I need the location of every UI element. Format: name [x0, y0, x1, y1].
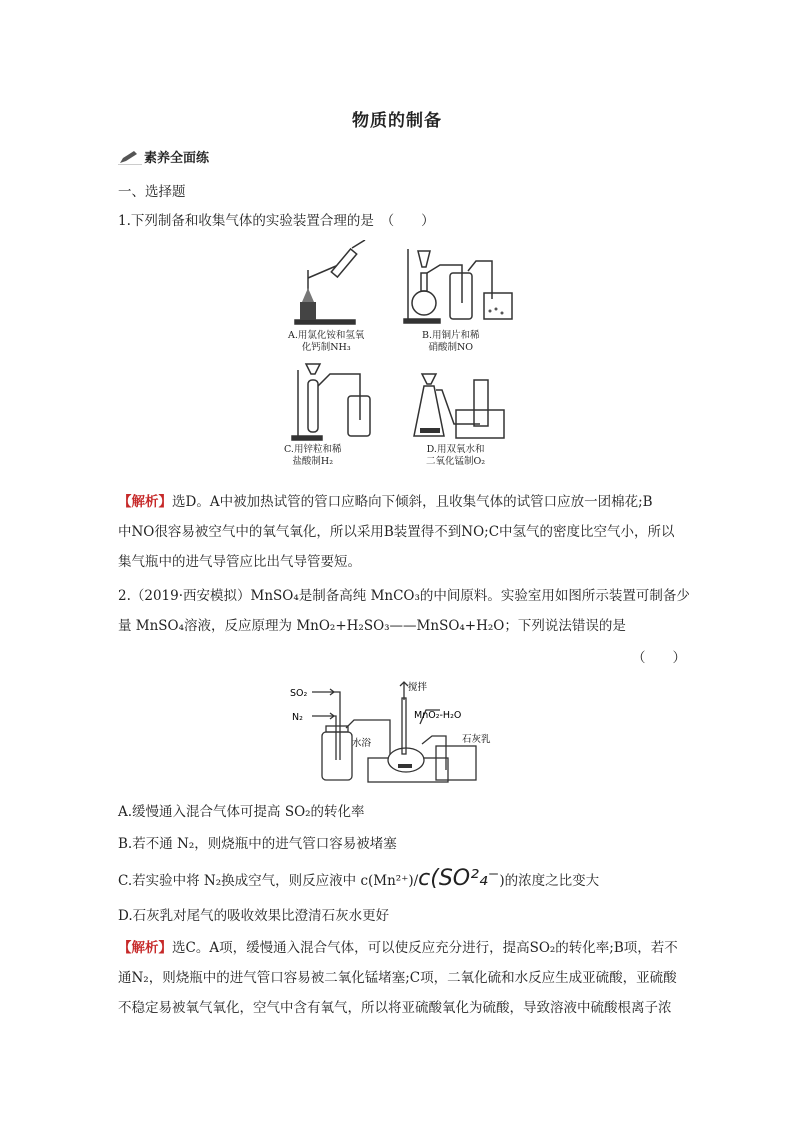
answer-blank: （ ）	[632, 650, 686, 666]
apparatus-d-figure	[412, 370, 512, 442]
question-1-stem: 1.下列制备和收集气体的实验装置合理的是 （ ）	[118, 213, 435, 229]
n2-label: N₂	[292, 712, 303, 723]
apparatus-c-figure	[290, 360, 390, 442]
caption-d: D.用双氧水和 二氧化锰制O₂	[426, 444, 486, 467]
section-label: 素养全面练	[144, 151, 210, 166]
option-c: C.若实验中将 N₂换成空气，则反应液中 c(Mn²⁺)/c(SO²₄⁻)的浓度之比变大	[118, 866, 600, 891]
pencil-icon	[118, 149, 142, 165]
page-title: 物质的制备	[352, 111, 442, 131]
question-2-analysis-line-2: 通N₂，则烧瓶中的进气管口容易被二氧化锰堵塞;C项，二氧化硫和水反应生成亚硫酸，亚硫酸	[118, 970, 677, 986]
question-2-stem-line-1: 2.（2019·西安模拟）MnSO₄是制备高纯 MnCO₃的中间原料。实验室用如图所示装置可制备少	[118, 588, 690, 604]
question-1-analysis-line-2: 中NO很容易被空气中的氧气氧化，所以采用B装置得不到NO;C中氢气的密度比空气小，所以	[118, 524, 675, 540]
part-heading: 一、选择题	[118, 184, 186, 200]
question-1-analysis-line-3: 集气瓶中的进气导管应比出气导管要短。	[118, 554, 361, 570]
analysis-tag: 【解析】	[118, 940, 172, 956]
mnso4-apparatus-figure	[290, 680, 510, 784]
caption-a: A.用氯化铵和氢氧 化钙制NH₃	[288, 330, 365, 353]
water-bath-label: 水浴	[352, 738, 372, 749]
lime-milk-label: 石灰乳	[462, 734, 491, 745]
question-2-analysis-line-1: 【解析】选C。A项，缓慢通入混合气体，可以使反应充分进行，提高SO₂的转化率;B项，若不	[118, 940, 678, 956]
option-b: B.若不通 N₂，则烧瓶中的进气管口容易被堵塞	[118, 836, 397, 852]
analysis-tag: 【解析】	[118, 494, 172, 510]
question-2-stem-line-2: 量 MnSO₄溶液，反应原理为 MnO₂+H₂SO₃——MnSO₄+H₂O；下列说法错误的是	[118, 618, 626, 634]
stir-label: 搅拌	[408, 682, 428, 693]
so2-label: SO₂	[290, 688, 308, 699]
caption-b: B.用铜片和稀 硝酸制NO	[422, 330, 480, 353]
caption-c: C.用锌粒和稀 盐酸制H₂	[284, 444, 342, 467]
apparatus-b-figure	[400, 243, 520, 325]
question-2-analysis-line-3: 不稳定易被氧气氧化，空气中含有氧气，所以将亚硫酸氧化为硫酸，导致溶液中硫酸根离子浓	[118, 1000, 672, 1016]
apparatus-a-figure	[290, 240, 380, 326]
question-1-analysis-line-1: 【解析】选D。A中被加热试管的管口应略向下倾斜，且收集气体的试管口应放一团棉花;B	[118, 494, 653, 510]
option-d: D.石灰乳对尾气的吸收效果比澄清石灰水更好	[118, 908, 390, 924]
mno2-label: MnO₂-H₂O	[414, 710, 462, 721]
section-header	[118, 147, 209, 166]
sulfate-fraction: c(SO²₄⁻	[418, 866, 500, 891]
option-a: A.缓慢通入混合气体可提高 SO₂的转化率	[118, 804, 365, 820]
